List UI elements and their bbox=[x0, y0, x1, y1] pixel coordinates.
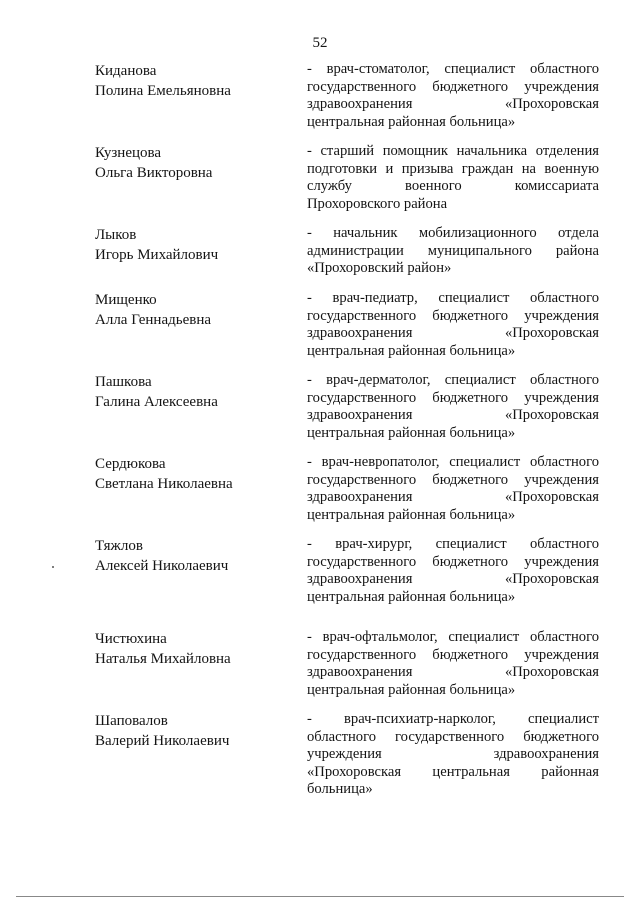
position-line: - врач-хирург, специалист областного bbox=[307, 536, 599, 552]
position-line: - врач-педиатр, специалист областного bbox=[307, 290, 599, 306]
position-description bbox=[307, 225, 599, 278]
surname: Лыков bbox=[95, 227, 137, 243]
position-line: центральная районная больница» bbox=[307, 506, 516, 523]
position-line: - начальник мобилизационного отдела bbox=[307, 225, 599, 241]
position-line: - врач-офтальмолог, специалист областного bbox=[307, 629, 599, 645]
given-names: Ольга Викторовна bbox=[95, 165, 213, 181]
position-line: центральная районная больница» bbox=[307, 424, 516, 441]
position-line: центральная районная больница» bbox=[307, 342, 516, 359]
position-description bbox=[307, 454, 599, 524]
given-names: Наталья Михайловна bbox=[95, 651, 231, 667]
position-description bbox=[307, 536, 599, 606]
position-line: здравоохранения «Прохоровская bbox=[307, 489, 599, 505]
person-name bbox=[95, 290, 295, 330]
surname: Шаповалов bbox=[95, 713, 168, 729]
position-line: областного государственного бюджетного bbox=[307, 728, 599, 745]
position-line: учреждения здравоохранения bbox=[307, 746, 599, 762]
person-name bbox=[95, 536, 295, 576]
position-line: здравоохранения «Прохоровская bbox=[307, 96, 599, 112]
position-line: - старший помощник начальника отделения bbox=[307, 143, 599, 159]
position-line: - врач-невропатолог, специалист областного bbox=[307, 454, 599, 470]
position-line: службу военного комиссариата bbox=[307, 178, 599, 194]
position-line: государственного бюджетного учреждения bbox=[307, 78, 599, 95]
position-line: - врач-стоматолог, специалист областного bbox=[307, 61, 599, 77]
position-line: «Прохоровский район» bbox=[307, 260, 452, 276]
position-line: центральная районная больница» bbox=[307, 113, 516, 130]
given-names: Полина Емельяновна bbox=[95, 83, 231, 99]
position-description bbox=[307, 711, 599, 799]
position-line: здравоохранения «Прохоровская bbox=[307, 571, 599, 587]
given-names: Светлана Николаевна bbox=[95, 476, 233, 492]
position-line: здравоохранения «Прохоровская bbox=[307, 325, 599, 341]
position-line: центральная районная больница» bbox=[307, 588, 516, 605]
person-name bbox=[95, 454, 295, 494]
position-line: государственного бюджетного учреждения bbox=[307, 307, 599, 324]
given-names: Галина Алексеевна bbox=[95, 394, 218, 410]
person-name bbox=[95, 711, 295, 751]
position-description bbox=[307, 629, 599, 699]
position-line: администрации муниципального района bbox=[307, 242, 599, 259]
surname: Сердюкова bbox=[95, 456, 166, 472]
surname: Мищенко bbox=[95, 292, 157, 308]
person-name bbox=[95, 225, 295, 265]
scan-speck bbox=[52, 566, 54, 568]
position-description bbox=[307, 143, 599, 213]
given-names: Игорь Михайлович bbox=[95, 247, 219, 263]
position-line: Прохоровского района bbox=[307, 195, 448, 212]
surname: Чистюхина bbox=[95, 631, 167, 647]
position-description bbox=[307, 61, 599, 131]
position-description bbox=[307, 372, 599, 442]
given-names: Валерий Николаевич bbox=[95, 733, 230, 749]
position-line: государственного бюджетного учреждения bbox=[307, 646, 599, 663]
surname: Кузнецова bbox=[95, 145, 162, 161]
scan-edge-line bbox=[16, 896, 624, 897]
person-name bbox=[95, 61, 295, 101]
position-line: здравоохранения «Прохоровская bbox=[307, 664, 599, 680]
position-line: здравоохранения «Прохоровская bbox=[307, 407, 599, 423]
position-line: - врач-дерматолог, специалист областного bbox=[307, 372, 599, 388]
position-line: - врач-психиатр-нарколог, специалист bbox=[307, 711, 599, 727]
position-line: государственного бюджетного учреждения bbox=[307, 553, 599, 570]
position-description bbox=[307, 290, 599, 360]
page-number: 52 bbox=[312, 35, 328, 51]
position-line: больница» bbox=[307, 781, 373, 797]
given-names: Алла Геннадьевна bbox=[95, 312, 212, 328]
surname: Пашкова bbox=[95, 374, 152, 390]
position-line: государственного бюджетного учреждения bbox=[307, 471, 599, 488]
person-name bbox=[95, 372, 295, 412]
position-line: центральная районная больница» bbox=[307, 681, 516, 698]
person-name bbox=[95, 143, 295, 183]
person-name bbox=[95, 629, 295, 669]
position-line: «Прохоровская центральная районная bbox=[307, 763, 599, 780]
position-line: государственного бюджетного учреждения bbox=[307, 389, 599, 406]
surname: Киданова bbox=[95, 63, 157, 79]
given-names: Алексей Николаевич bbox=[95, 558, 229, 574]
position-line: подготовки и призыва граждан на военную bbox=[307, 160, 599, 177]
surname: Тяжлов bbox=[95, 538, 143, 554]
